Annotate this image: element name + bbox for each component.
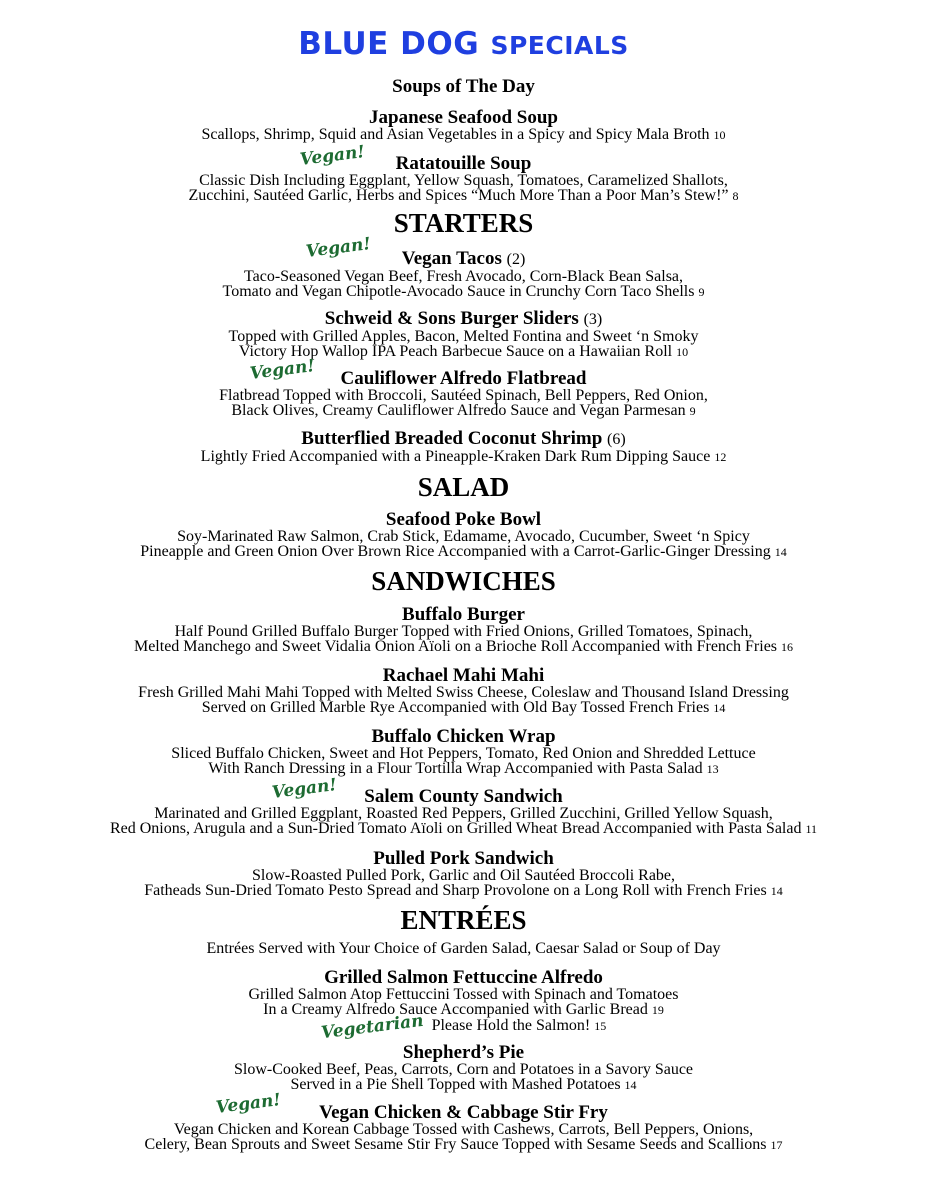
item-name: Butterflied Breaded Coconut Shrimp [301, 428, 603, 449]
menu-item-japanese-seafood-soup [0, 108, 927, 143]
item-desc-line: Served on Grilled Marble Rye Accompanied with Old Bay Tossed French Fries [201, 699, 710, 716]
item-name: Japanese Seafood Soup [369, 107, 558, 128]
item-desc-line: Classic Dish Including Eggplant, Yellow Squash, Tomatoes, Caramelized Shallots, [199, 172, 728, 189]
item-price: 10 [676, 345, 689, 359]
item-desc-line: Scallops, Shrimp, Squid and Asian Vegetables in a Spicy and Spicy Mala Broth [201, 126, 710, 143]
menu-item-stir-fry [0, 1103, 927, 1153]
item-price: 19 [651, 1003, 664, 1017]
menu-item-shepherds-pie [0, 1043, 927, 1093]
item-desc-line: Taco-Seasoned Vegan Beef, Fresh Avocado, Corn-Black Bean Salsa, [243, 268, 684, 285]
title-brand: BLUE DOG [298, 26, 480, 62]
item-qty: (6) [607, 431, 626, 448]
item-desc-line: Tomato and Vegan Chipotle-Avocado Sauce in Crunchy Corn Taco Shells [222, 283, 695, 300]
soups-heading: Soups of The Day [392, 76, 535, 97]
item-price: 11 [805, 822, 818, 836]
menu-title [0, 26, 927, 64]
item-name: Shepherd’s Pie [402, 1042, 525, 1063]
item-price: 14 [624, 1078, 637, 1092]
vegan-badge: Vegan! [270, 775, 338, 803]
item-desc-line: With Ranch Dressing in a Flour Tortilla Wrap Accompanied with Pasta Salad [208, 760, 703, 777]
item-price: 14 [770, 884, 783, 898]
item-desc-line: Topped with Grilled Apples, Bacon, Melted Fontina and Sweet ‘n Smoky [228, 328, 699, 345]
item-name: Grilled Salmon Fettuccine Alfredo [324, 967, 603, 988]
menu-item-poke-bowl [0, 510, 927, 560]
menu-item-coconut-shrimp [0, 429, 927, 465]
item-price: 10 [713, 128, 726, 142]
item-price: 8 [732, 189, 739, 203]
item-desc-line: Sliced Buffalo Chicken, Sweet and Hot Peppers, Tomato, Red Onion and Shredded Lettuce [171, 745, 756, 762]
item-desc-line: Flatbread Topped with Broccoli, Sautéed Spinach, Bell Peppers, Red Onion, [219, 387, 708, 404]
menu-item-salmon-fettuccine [0, 967, 927, 1044]
menu-item-buffalo-burger [0, 605, 927, 655]
item-desc-line: In a Creamy Alfredo Sauce Accompanied with Garlic Bread [263, 1001, 648, 1018]
item-name: Ratatouille Soup [395, 153, 532, 174]
item-desc-line: Soy-Marinated Raw Salmon, Crab Stick, Edamame, Avocado, Cucumber, Sweet ‘n Spicy [177, 528, 750, 545]
menu-item-pulled-pork-sandwich [0, 849, 927, 899]
item-price: 16 [781, 640, 794, 654]
item-name: Vegan Chicken & Cabbage Stir Fry [319, 1102, 608, 1123]
vegan-badge: Vegan! [248, 356, 316, 384]
item-extra-price: 15 [594, 1019, 607, 1033]
item-name: Schweid & Sons Burger Sliders [324, 308, 579, 329]
item-desc-line: Lightly Fried Accompanied with a Pineapple-Kraken Dark Rum Dipping Sauce [200, 448, 711, 465]
item-desc-line: Half Pound Grilled Buffalo Burger Topped with Fried Onions, Grilled Tomatoes, Spinach, [174, 623, 753, 640]
item-desc-line: Red Onions, Arugula and a Sun-Dried Tomato Aïoli on Grilled Wheat Bread Accompanied with Pasta Salad [109, 820, 802, 837]
item-name: Buffalo Chicken Wrap [371, 726, 556, 747]
item-desc-line: Slow-Cooked Beef, Peas, Carrots, Corn and Potatoes in a Savory Sauce [233, 1061, 694, 1078]
item-desc-line: Grilled Salmon Atop Fettuccini Tossed with Spinach and Tomatoes [248, 986, 679, 1003]
menu-item-salem-county-sandwich [0, 787, 927, 837]
item-desc-line: Zucchini, Sautéed Garlic, Herbs and Spices “Much More Than a Poor Man’s Stew!” [188, 187, 729, 204]
vegan-badge: Vegan! [214, 1090, 282, 1118]
vegan-badge: Vegan! [304, 234, 372, 262]
item-price: 17 [770, 1138, 783, 1152]
item-desc-line: Black Olives, Creamy Cauliflower Alfredo Sauce and Vegan Parmesan [231, 402, 686, 419]
item-desc-line: Melted Manchego and Sweet Vidalia Onion Aïoli on a Brioche Roll Accompanied with French Fries [133, 638, 778, 655]
title-specials: SPECIALS [490, 31, 629, 60]
starters-heading: STARTERS [393, 208, 534, 238]
item-desc-line: Celery, Bean Sprouts and Sweet Sesame Stir Fry Sauce Topped with Sesame Seeds and Scallions [144, 1136, 767, 1153]
salad-heading: SALAD [417, 472, 510, 502]
item-price: 9 [698, 285, 705, 299]
item-extra: Please Hold the Salmon! [431, 1017, 591, 1034]
entrees-note: Entrées Served with Your Choice of Garden Salad, Caesar Salad or Soup of Day [206, 940, 721, 957]
item-desc-line: Pineapple and Green Onion Over Brown Rice Accompanied with a Carrot-Garlic-Ginger Dressing [140, 543, 771, 560]
item-name: Vegan Tacos [401, 248, 502, 269]
item-desc-line: Slow-Roasted Pulled Pork, Garlic and Oil Sautéed Broccoli Rabe, [251, 867, 676, 884]
menu-item-ratatouille-soup [0, 154, 927, 204]
item-price: 14 [774, 545, 787, 559]
item-name: Cauliflower Alfredo Flatbread [340, 368, 587, 389]
item-price: 9 [689, 404, 696, 418]
menu-item-burger-sliders [0, 309, 927, 360]
sandwiches-heading: SANDWICHES [371, 566, 556, 596]
item-name: Rachael Mahi Mahi [382, 665, 545, 686]
vegetarian-badge: Vegetarian [319, 1010, 425, 1044]
menu-item-buffalo-chicken-wrap [0, 727, 927, 777]
item-name: Pulled Pork Sandwich [373, 848, 554, 869]
item-qty: (2) [506, 251, 526, 268]
item-desc-line: Fatheads Sun-Dried Tomato Pesto Spread and Sharp Provolone on a Long Roll with French Fries [144, 882, 767, 899]
menu-item-cauliflower-flatbread [0, 369, 927, 419]
entrees-heading: ENTRÉES [400, 905, 527, 935]
item-name: Salem County Sandwich [364, 786, 563, 807]
item-price: 14 [713, 701, 726, 715]
item-desc-line: Victory Hop Wallop IPA Peach Barbecue Sauce on a Hawaiian Roll [238, 343, 673, 360]
item-desc-line: Vegan Chicken and Korean Cabbage Tossed with Cashews, Carrots, Bell Peppers, Onions, [173, 1121, 754, 1138]
vegan-badge: Vegan! [298, 142, 366, 170]
menu-item-vegan-tacos [0, 249, 927, 300]
item-price: 12 [714, 450, 727, 464]
item-name: Buffalo Burger [402, 604, 525, 625]
menu-item-mahi-mahi [0, 666, 927, 716]
item-desc-line: Marinated and Grilled Eggplant, Roasted Red Peppers, Grilled Zucchini, Grilled Yellow Squash, [154, 805, 773, 822]
item-qty: (3) [583, 311, 603, 328]
item-desc-line: Fresh Grilled Mahi Mahi Topped with Melted Swiss Cheese, Coleslaw and Thousand Island Dressing [138, 684, 789, 701]
item-name: Seafood Poke Bowl [385, 509, 542, 530]
item-desc-line: Served in a Pie Shell Topped with Mashed Potatoes [290, 1076, 621, 1093]
item-price: 13 [706, 762, 719, 776]
